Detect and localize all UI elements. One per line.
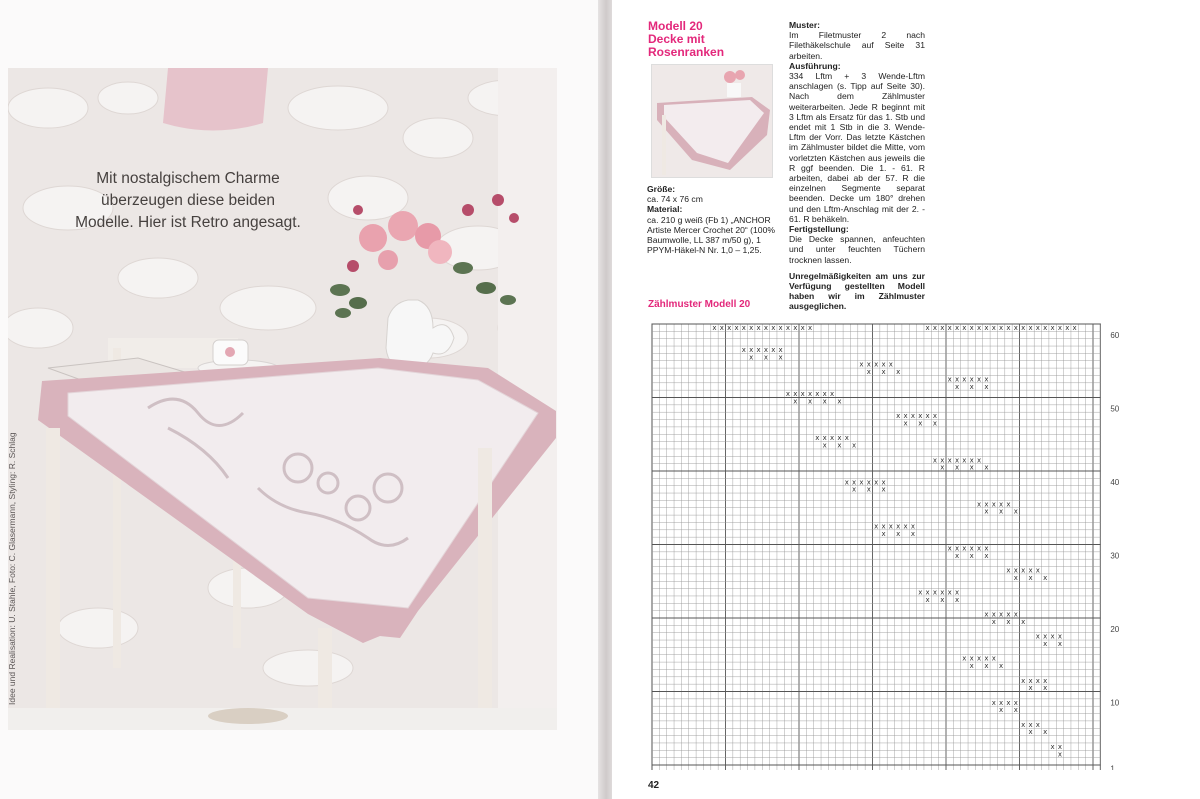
stitch-mark: x: [837, 434, 842, 443]
stitch-mark: x: [947, 544, 952, 553]
stitch-mark: x: [962, 544, 967, 553]
stitch-mark: x: [969, 375, 974, 384]
stitch-mark: x: [984, 507, 989, 516]
caption-line: Mit nostalgischem Charme: [96, 170, 280, 187]
stitch-mark: x: [1028, 323, 1033, 332]
stitch-mark: x: [954, 323, 960, 332]
model-title: [648, 20, 778, 59]
title-line: Modell 20: [648, 19, 703, 33]
stitch-mark: x: [807, 390, 813, 399]
stitch-mark: x: [976, 375, 982, 384]
stitch-mark: x: [896, 412, 901, 421]
stitch-mark: x: [852, 478, 857, 487]
stitch-mark: x: [1035, 720, 1040, 729]
stitch-mark: x: [999, 698, 1004, 707]
stitch-mark: x: [1057, 323, 1063, 332]
stitch-mark: x: [874, 522, 879, 531]
stitch-mark: x: [954, 544, 960, 553]
stitch-mark: x: [999, 500, 1004, 509]
stitch-mark: x: [1043, 573, 1048, 582]
stitch-mark: x: [807, 323, 813, 332]
stitch-mark: x: [800, 390, 805, 399]
stitch-mark: x: [896, 522, 901, 531]
note: Unregelmäßigkeiten am uns zur Verfügung gestellten Modell haben wir im Zählmuster ausgeglichen.: [789, 270, 925, 312]
stitch-mark: x: [999, 662, 1004, 671]
stitch-mark: x: [969, 456, 974, 465]
stitch-mark: x: [1021, 617, 1026, 626]
stitch-mark: x: [1028, 684, 1033, 693]
table-photo: [8, 68, 557, 730]
caption-line: überzeugen diese beiden: [100, 192, 276, 209]
stitch-mark: x: [1035, 676, 1040, 685]
stitch-mark: x: [844, 434, 849, 443]
stitch-mark: x: [866, 478, 871, 487]
stitch-mark: x: [984, 544, 989, 553]
stitch-mark: x: [925, 588, 930, 597]
stitch-mark: x: [866, 485, 871, 494]
stitch-mark: x: [932, 323, 938, 332]
stitch-mark: x: [1006, 500, 1011, 509]
instructions: [789, 20, 925, 312]
stitch-mark: x: [1013, 507, 1018, 516]
stitch-mark: x: [822, 397, 827, 406]
stitch-mark: x: [1043, 684, 1048, 693]
stitch-mark: x: [947, 375, 952, 384]
stitch-mark: x: [866, 360, 871, 369]
stitch-mark: x: [727, 323, 732, 332]
stitch-mark: x: [903, 522, 908, 531]
row-label: 30: [1110, 551, 1120, 561]
stitch-mark: x: [881, 368, 886, 377]
stitch-mark: x: [903, 412, 908, 421]
model-thumbnail: [651, 64, 773, 178]
stitch-mark: x: [991, 698, 996, 707]
stitch-mark: x: [969, 544, 974, 553]
stitch-mark: x: [940, 323, 945, 332]
stitch-mark: x: [1043, 676, 1048, 685]
stitch-mark: x: [793, 390, 798, 399]
stitch-mark: x: [778, 353, 783, 362]
stitch-mark: x: [1006, 566, 1011, 575]
stitch-mark: x: [1072, 323, 1077, 332]
stitch-mark: x: [954, 463, 960, 472]
finishing-label: Fertigstellung:: [789, 224, 849, 235]
stitch-mark: x: [932, 588, 938, 597]
stitch-mark: x: [771, 323, 776, 332]
stitch-mark: x: [932, 456, 938, 465]
stitch-mark: x: [1065, 323, 1070, 332]
chart-title: Zählmuster Modell 20: [648, 299, 751, 310]
stitch-mark: x: [991, 323, 996, 332]
stitch-mark: x: [859, 478, 864, 487]
execution-label: Ausführung:: [789, 60, 841, 71]
stitch-mark: x: [837, 397, 842, 406]
stitch-mark: x: [1013, 566, 1018, 575]
stitch-mark: x: [969, 323, 974, 332]
stitch-mark: x: [815, 390, 820, 399]
stitch-mark: x: [969, 382, 974, 391]
stitch-mark: x: [1057, 640, 1063, 648]
stitch-mark: x: [852, 485, 857, 494]
stitch-mark: x: [984, 662, 989, 671]
stitch-mark: x: [793, 323, 798, 332]
stitch-mark: x: [1006, 698, 1011, 707]
stitch-mark: x: [763, 353, 769, 362]
stitch-mark: x: [918, 412, 923, 421]
stitch-mark: x: [976, 323, 982, 332]
stitch-mark: x: [925, 412, 930, 421]
chart-grid: [648, 320, 1128, 770]
stitch-mark: x: [756, 346, 761, 354]
stitch-mark: x: [874, 360, 879, 369]
stitch-mark: x: [1006, 617, 1011, 626]
stitch-mark: x: [1006, 610, 1011, 619]
stitch-mark: x: [969, 662, 974, 671]
stitch-mark: x: [984, 610, 989, 619]
stitch-mark: x: [984, 375, 989, 384]
stitch-mark: x: [1013, 610, 1018, 619]
stitch-mark: x: [1028, 573, 1033, 582]
stitch-mark: x: [969, 654, 974, 663]
stitch-mark: x: [954, 382, 960, 391]
stitch-mark: x: [932, 412, 938, 421]
stitch-mark: x: [999, 610, 1004, 619]
stitch-mark: x: [954, 551, 960, 560]
stitch-mark: x: [1021, 566, 1026, 575]
stitch-mark: x: [1028, 728, 1033, 737]
stitch-mark: x: [712, 323, 717, 332]
chart-frame: [652, 324, 1100, 770]
stitch-mark: x: [932, 419, 938, 428]
stitch-mark: x: [984, 323, 989, 332]
stitch-mark: x: [947, 456, 952, 465]
stitch-mark: x: [962, 456, 967, 465]
stitch-mark: x: [859, 360, 864, 369]
stitch-mark: x: [991, 610, 996, 619]
stitch-mark: x: [947, 588, 952, 597]
stitch-mark: x: [1021, 676, 1026, 685]
stitch-mark: x: [976, 500, 982, 509]
stitch-mark: x: [1035, 566, 1040, 575]
stitch-mark: x: [999, 507, 1004, 516]
stitch-mark: x: [1043, 728, 1048, 737]
stitch-mark: x: [896, 368, 901, 377]
stitch-mark: x: [741, 323, 746, 332]
stitch-mark: x: [954, 588, 960, 597]
stitch-mark: x: [844, 478, 849, 487]
stitch-mark: x: [1035, 632, 1040, 641]
row-label: 1: [1110, 764, 1115, 770]
stitch-mark: x: [940, 595, 945, 604]
stitch-mark: x: [962, 323, 967, 332]
title-line: Rosenranken: [648, 45, 725, 59]
stitch-mark: x: [976, 456, 982, 465]
model-info: [647, 184, 783, 255]
stitch-mark: x: [999, 706, 1004, 715]
stitch-mark: x: [962, 375, 967, 384]
thumbnail-illustration: [652, 65, 772, 177]
finishing-value: Die Decke spannen, anfeuchten und unter feuchten Tüchern trocknen lassen.: [789, 234, 925, 265]
stitch-mark: x: [918, 588, 923, 597]
stitch-mark: x: [1035, 323, 1040, 332]
stitch-mark: x: [984, 654, 989, 663]
stitch-mark: x: [881, 478, 886, 487]
stitch-mark: x: [822, 434, 827, 443]
page-number: 42: [648, 780, 660, 791]
stitch-mark: x: [807, 397, 813, 406]
stitch-mark: x: [852, 441, 857, 450]
material-value: ca. 210 g weiß (Fb 1) „ANCHOR Artiste Mercer Crochet 20“ (100% Baumwolle, LL 387 m/50 g), 1 PPYM-Häkel-N Nr. 1,0 – 1,25.: [647, 214, 775, 256]
stitch-mark: x: [910, 522, 916, 531]
material-label: Material:: [647, 204, 683, 215]
stitch-mark: x: [815, 434, 820, 443]
stitch-mark: x: [1028, 676, 1033, 685]
stitch-mark: x: [763, 323, 769, 332]
filet-chart: [648, 320, 1128, 770]
stitch-mark: x: [954, 595, 960, 604]
stitch-mark: x: [837, 441, 842, 450]
stitch-mark: x: [984, 382, 989, 391]
execution-value: 334 Lftm + 3 Wende-Lftm anschlagen (s. Tipp auf Seite 30). Nach dem Zählmuster weiterarbeiten. Jede R beginnt mit 3 Lftm als Ersatz für das 1. Stb und endet mit 1 Stb in die 3. Wende-Lftm der Vorr. Das letzte Kästchen im Zählmuster bildet die Mitte, vom vorletzten Kästchen aus jeweils die R ggf beenden. Die 1. - 61. R arbeiten, dabei ab der 57. R die einzelnen Segmente separat beenden. Decke um 180° drehen und den Lftm-Anschlag mit der 2. - 61. R behäkeln.: [789, 71, 925, 224]
stitch-mark: x: [918, 419, 923, 428]
stitch-mark: x: [910, 529, 916, 538]
stitch-mark: x: [954, 456, 960, 465]
stitch-mark: x: [954, 375, 960, 384]
stitch-mark: x: [962, 654, 967, 663]
stitch-mark: x: [1043, 632, 1048, 641]
stitch-mark: x: [940, 456, 945, 465]
stitch-mark: x: [991, 654, 996, 663]
stitch-mark: x: [756, 323, 761, 332]
row-label: 40: [1110, 478, 1120, 488]
stitch-mark: x: [829, 434, 835, 443]
pattern-label: Muster:: [789, 20, 821, 30]
row-label: 20: [1110, 625, 1120, 635]
stitch-mark: x: [976, 544, 982, 553]
stitch-mark: x: [778, 346, 783, 354]
size-value: ca. 74 x 76 cm: [647, 194, 703, 205]
stitch-mark: x: [903, 419, 908, 428]
stitch-mark: x: [1043, 640, 1048, 648]
stitch-mark: x: [1006, 323, 1011, 332]
stitch-mark: x: [1057, 750, 1063, 759]
stitch-mark: x: [1057, 742, 1063, 751]
row-label: 10: [1110, 698, 1120, 708]
stitch-mark: x: [778, 323, 783, 332]
stitch-mark: x: [969, 463, 974, 472]
pattern-value: Im Filetmuster 2 nach Filethäkelschule auf Seite 31 arbeiten.: [789, 30, 925, 61]
row-label: 60: [1110, 331, 1120, 341]
stitch-mark: x: [749, 323, 754, 332]
stitch-mark: x: [866, 368, 871, 377]
stitch-mark: x: [991, 500, 996, 509]
stitch-mark: x: [1013, 698, 1018, 707]
stitch-mark: x: [1028, 566, 1033, 575]
stitch-mark: x: [1050, 742, 1055, 751]
stitch-mark: x: [1050, 632, 1055, 641]
stitch-mark: x: [925, 595, 930, 604]
row-label: 50: [1110, 404, 1120, 414]
caption-line: Modelle. Hier ist Retro angesagt.: [75, 214, 301, 231]
stitch-mark: x: [1028, 720, 1033, 729]
stitch-mark: x: [822, 390, 827, 399]
stitch-mark: x: [793, 397, 798, 406]
stitch-mark: x: [829, 390, 835, 399]
stitch-mark: x: [940, 463, 945, 472]
stitch-mark: x: [984, 500, 989, 509]
stitch-mark: x: [910, 412, 916, 421]
stitch-mark: x: [1021, 323, 1026, 332]
photo-credit: Idee und Realisation: U. Stahle, Foto: C. Glasermann, Styling: R. Schlag: [7, 432, 17, 705]
size-label: Größe:: [647, 184, 676, 194]
stitch-mark: x: [1057, 632, 1063, 641]
stitch-mark: x: [1050, 323, 1055, 332]
stitch-mark: x: [888, 522, 893, 531]
stitch-mark: x: [719, 323, 724, 332]
stitch-mark: x: [881, 485, 886, 494]
stitch-mark: x: [925, 323, 930, 332]
stitch-mark: x: [991, 617, 996, 626]
stitch-mark: x: [888, 360, 893, 369]
stitch-mark: x: [785, 323, 791, 332]
stitch-mark: x: [881, 522, 886, 531]
stitch-mark: x: [1013, 573, 1018, 582]
stitch-mark: x: [1013, 323, 1018, 332]
stitch-mark: x: [1021, 720, 1026, 729]
photo-caption: [68, 168, 308, 234]
stitch-mark: x: [800, 323, 805, 332]
stitch-mark: x: [749, 346, 754, 354]
stitch-mark: x: [999, 323, 1004, 332]
stitch-mark: x: [749, 353, 754, 362]
stitch-mark: x: [741, 346, 746, 354]
stitch-mark: x: [896, 529, 901, 538]
stitch-mark: x: [947, 323, 952, 332]
stitch-mark: x: [984, 551, 989, 560]
stitch-mark: x: [1013, 706, 1018, 715]
stitch-mark: x: [940, 588, 945, 597]
stitch-mark: x: [881, 529, 886, 538]
stitch-mark: x: [1043, 323, 1048, 332]
stitch-mark: x: [785, 390, 791, 399]
stitch-mark: x: [881, 360, 886, 369]
stitch-mark: x: [874, 478, 879, 487]
stitch-mark: x: [771, 346, 776, 354]
stitch-mark: x: [822, 441, 827, 450]
stitch-mark: x: [734, 323, 739, 332]
stitch-mark: x: [969, 551, 974, 560]
stitch-mark: x: [984, 463, 989, 472]
title-line: Decke mit: [648, 32, 705, 46]
stitch-mark: x: [976, 654, 982, 663]
stitch-mark: x: [763, 346, 769, 354]
